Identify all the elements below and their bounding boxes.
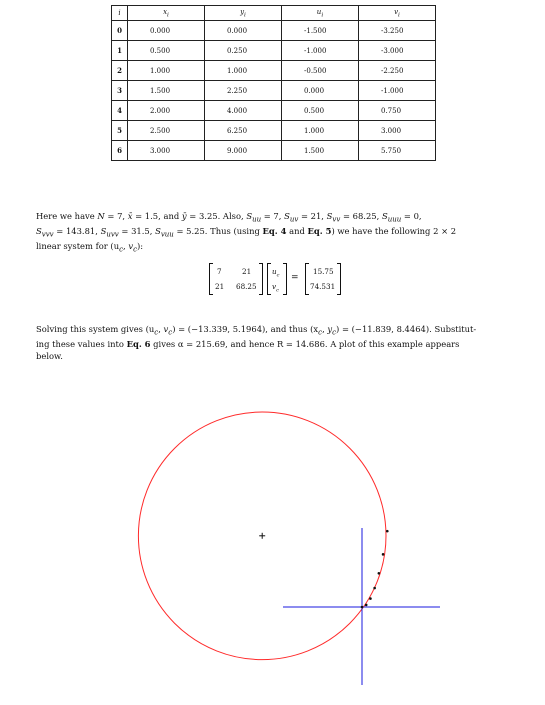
cell-x: 3.000 <box>128 141 205 161</box>
rhs-vector: 15.75 74.531 <box>305 263 341 295</box>
header-v: $v_i$ <box>359 6 436 21</box>
coefficient-matrix: 7 21 21 68.25 <box>209 263 263 295</box>
cell-y: 4.000 <box>205 101 282 121</box>
data-point <box>386 530 389 533</box>
data-points <box>361 530 389 608</box>
header-x: $x_i$ <box>128 6 205 21</box>
cell-y: 9.000 <box>205 141 282 161</box>
cell-u: 0.500 <box>282 101 359 121</box>
cell-i: 5 <box>112 121 128 141</box>
cell-u: 1.500 <box>282 141 359 161</box>
cell-i: 1 <box>112 41 128 61</box>
cell-x: 1.500 <box>128 81 205 101</box>
cell-x: 1.000 <box>128 61 205 81</box>
document-page: i $x_i$ $y_i$ $u_i$ $v_i$ 0 0.000 0.000 -1.500 -3.250 1 0.500 0.250 -1.000 -3.000 2 1.000 1.000 -0.500 -2.250 3 1.500 2.250 0.000 -1.000 4 2.000 4.000 0.500 0.750 5 2.500 6.250 1.000 3.000 6 3.000 9.000 1.500 5.750 Here we have N = 7, x̄ = 1.5, and ȳ = 3.25. Also, $S_{uu} = 7$, $S_{uv} = 21$, $S_{vv} = 68.25$, $S_{uuu} = 0$, $S_{vvv} = 143.81$, $S_{uvv} = 31.5$, $S_{vuu} = 5.25$. Thus (using Eq. 4 and Eq. 5) we have the following 2 × 2 linear system for ($u_c$, $v_c$): 7 21 21 68.25 $u_c$ $v_c$ = 15.75 74.531 Solving this system gives ($u_c$, $v_c) = (-13.339$, 5.1964), and thus ($x_c$, $y_c) = (-11.839$, 8.4464). Substitut- ing these values into Eq. 6 gives α = 215.69, and hence R = 14.686. A plot of this example appears below. <box>0 0 545 705</box>
cell-i: 4 <box>112 101 128 121</box>
cell-x: 2.000 <box>128 101 205 121</box>
cell-y: 0.250 <box>205 41 282 61</box>
data-point <box>378 572 381 575</box>
cell-v: 5.750 <box>359 141 436 161</box>
cell-u: -1.500 <box>282 21 359 41</box>
cell-v: 0.750 <box>359 101 436 121</box>
header-u: $u_i$ <box>282 6 359 21</box>
data-point <box>382 553 385 556</box>
data-point <box>369 597 372 600</box>
cell-i: 6 <box>112 141 128 161</box>
cell-y: 0.000 <box>205 21 282 41</box>
cell-v: -1.000 <box>359 81 436 101</box>
cell-x: 0.000 <box>128 21 205 41</box>
cell-u: -1.000 <box>282 41 359 61</box>
cell-u: 1.000 <box>282 121 359 141</box>
data-point <box>365 604 368 607</box>
data-point <box>373 587 376 590</box>
center-marker <box>259 533 265 539</box>
cell-v: -2.250 <box>359 61 436 81</box>
cell-v: -3.250 <box>359 21 436 41</box>
cell-v: -3.000 <box>359 41 436 61</box>
cell-u: -0.500 <box>282 61 359 81</box>
cell-i: 3 <box>112 81 128 101</box>
cell-u: 0.000 <box>282 81 359 101</box>
cell-y: 2.250 <box>205 81 282 101</box>
cell-v: 3.000 <box>359 121 436 141</box>
unknown-vector: $u_c$ $v_c$ <box>267 263 287 295</box>
cell-x: 0.500 <box>128 41 205 61</box>
cell-y: 6.250 <box>205 121 282 141</box>
cell-i: 0 <box>112 21 128 41</box>
cell-i: 2 <box>112 61 128 81</box>
paragraph-system: Here we have N = 7, x̄ = 1.5, and ȳ = 3.25. Also, $S_{uu} = 7$, $S_{uv} = 21$, $S_{vv} = 68.25$, $S_{uuu} = 0$, $S_{vvv} = 143.81$, $S_{uvv} = 31.5$, $S_{vuu} = 5.25$. Thus (using Eq. 4 and Eq. 5) we have the following 2 × 2 linear system for ($u_c$, $v_c$): <box>36 211 457 255</box>
cell-y: 1.000 <box>205 61 282 81</box>
header-y: $y_i$ <box>205 6 282 21</box>
header-i: i <box>112 6 128 21</box>
paragraph-solution: Solving this system gives ($u_c$, $v_c) = (-13.339$, 5.1964), and thus ($x_c$, $y_c) = (-11.839$, 8.4464). Substitut- ing these values into Eq. 6 gives α = 215.69, and hence R = 14.686. A plot of this example appears below. <box>36 324 477 361</box>
data-point <box>361 606 364 609</box>
cell-x: 2.500 <box>128 121 205 141</box>
